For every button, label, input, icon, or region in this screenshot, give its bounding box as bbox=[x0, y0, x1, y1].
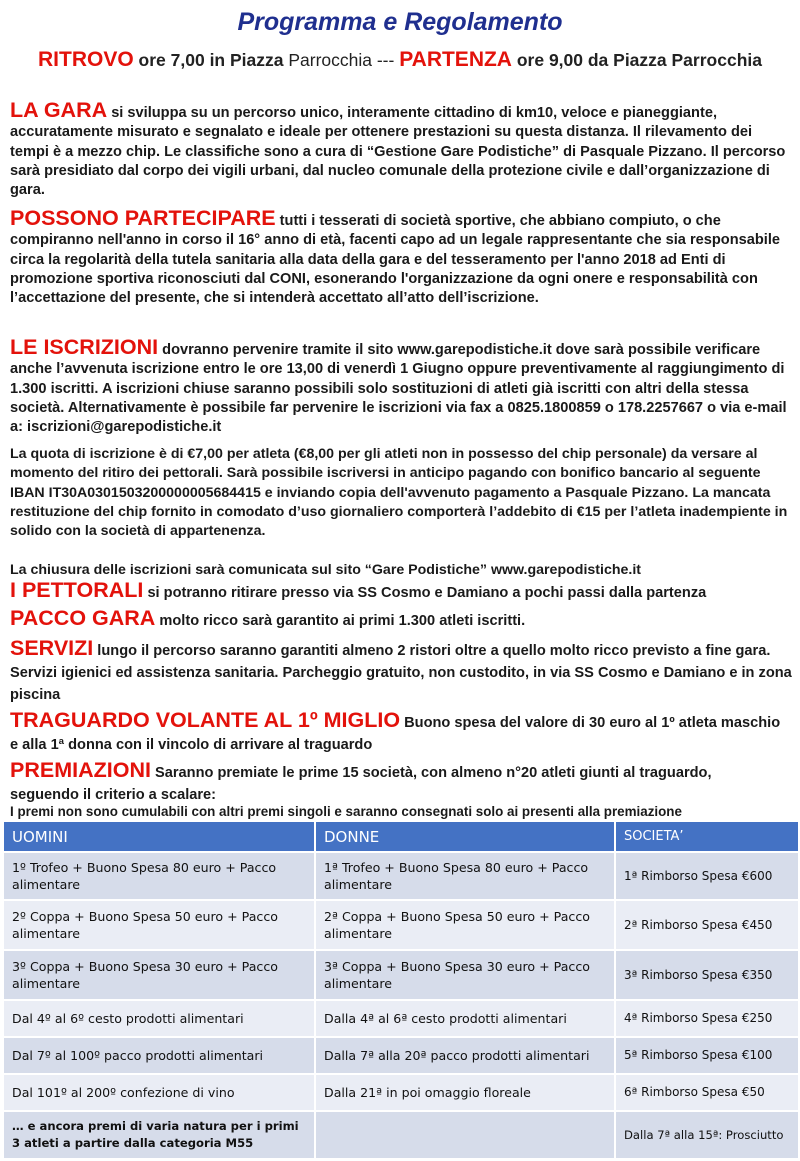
table-row bbox=[3, 1111, 799, 1159]
cell-societa: 1ª Rimborso Spesa €600 bbox=[615, 852, 799, 900]
cell-donne bbox=[315, 1111, 615, 1159]
cell-uomini: 1º Trofeo + Buono Spesa 80 euro + Pacco alimentare bbox=[3, 852, 315, 900]
partecipare-text: tutti i tesserati di società sportive, che abbiano compiuto, o che compiranno nell'anno in corso il 16° anno di età, facenti capo ad un legale rappresentante che sia responsabile circa la regolarità della tutela sanitaria alla data della gara e del tesseramento per l'anno 2018 ad Enti di promozione sportiva riconosciuti dal CONI, esonerando l'organizzazione da ogni onere e responsabilità con l’accettazione del presente, che si intenderà accettato all’atto dell’iscrizione. bbox=[10, 213, 781, 307]
section-pettorali bbox=[10, 578, 792, 603]
pettorali-text: si potranno ritirare presso via SS Cosmo e Damiano a pochi passi dalla partenza bbox=[143, 585, 707, 601]
cell-societa: Dalla 7ª alla 15ª: Prosciutto bbox=[615, 1111, 799, 1159]
section-pacco bbox=[10, 606, 792, 631]
ritrovo-piazza: Piazza bbox=[229, 50, 284, 70]
cell-uomini: 2º Coppa + Buono Spesa 50 euro + Pacco alimentare bbox=[3, 900, 315, 950]
pettorali-heading: I PETTORALI bbox=[10, 578, 144, 602]
servizi-text: lungo il percorso saranno garantiti almeno 2 ristori oltre a quello molto ricco previsto a fine gara. Servizi igienici ed assistenza sanitaria. Parcheggio gratuito, non custodito, in via SS Cosmo e Damiano e in zona piscina bbox=[10, 643, 792, 703]
cell-donne: Dalla 21ª in poi omaggio floreale bbox=[315, 1074, 615, 1111]
section-gara bbox=[10, 98, 792, 200]
gara-heading: LA GARA bbox=[10, 98, 108, 122]
cell-societa: 5ª Rimborso Spesa €100 bbox=[615, 1037, 799, 1074]
cell-societa: 3ª Rimborso Spesa €350 bbox=[615, 950, 799, 1000]
iscrizioni-heading: LE ISCRIZIONI bbox=[10, 335, 159, 359]
header-donne: DONNE bbox=[315, 821, 615, 852]
cell-societa: 2ª Rimborso Spesa €450 bbox=[615, 900, 799, 950]
premiazioni-text: Saranno premiate le prime 15 società, con almeno n°20 atleti giunti al traguardo, seguendo il criterio a scalare: bbox=[10, 765, 712, 803]
premiazioni-heading: PREMIAZIONI bbox=[10, 758, 151, 782]
cell-uomini: … e ancora premi di varia natura per i primi 3 atleti a partire dalla categoria M55 bbox=[3, 1111, 315, 1159]
section-chiusura: La chiusura delle iscrizioni sarà comunicata sul sito “Gare Podistiche” www.garepodistiche.it bbox=[10, 562, 641, 578]
traguardo-heading: TRAGUARDO VOLANTE AL 1º MIGLIO bbox=[10, 708, 401, 732]
ritrovo-label: RITROVO bbox=[38, 48, 134, 71]
header-societa: SOCIETA’ bbox=[615, 821, 799, 852]
table-row bbox=[3, 950, 799, 1000]
table-header-row bbox=[3, 821, 799, 852]
cell-donne: Dalla 4ª al 6ª cesto prodotti alimentari bbox=[315, 1000, 615, 1037]
cell-uomini: 3º Coppa + Buono Spesa 30 euro + Pacco alimentare bbox=[3, 950, 315, 1000]
prizes-table bbox=[2, 820, 800, 1160]
cell-societa: 4ª Rimborso Spesa €250 bbox=[615, 1000, 799, 1037]
partecipare-heading: POSSONO PARTECIPARE bbox=[10, 206, 276, 230]
section-premiazioni bbox=[10, 759, 750, 806]
page-title: Programma e Regolamento bbox=[237, 8, 563, 36]
section-traguardo bbox=[10, 709, 792, 756]
cell-donne: 2ª Coppa + Buono Spesa 50 euro + Pacco alimentare bbox=[315, 900, 615, 950]
section-quota: La quota di iscrizione è di €7,00 per atleta (€8,00 per gli atleti non in possesso del chip personale) da versare al momento del ritiro dei pettorali. Sarà possibile iscriversi in anticipo pagando con bonifico bancario al seguente IBAN IT30A0301503200000005684415 e inviando copia dell'avvenuto pagamento a Pasquale Pizzano. La mancata restituzione del chip fornito in comodato d’uso giornaliero comporterà l’addebito di €15 per l’atleta inadempiente in solido con la società di appartenenza. bbox=[10, 446, 788, 540]
header-uomini: UOMINI bbox=[3, 821, 315, 852]
section-iscrizioni bbox=[10, 335, 792, 437]
cell-uomini: Dal 4º al 6º cesto prodotti alimentari bbox=[3, 1000, 315, 1037]
iscrizioni-text: dovranno pervenire tramite il sito www.garepodistiche.it dove sarà possibile verificare anche l’avvenuta iscrizione entro le ore 13,00 di venerdì 1 Giugno oppure preventivamente al raggiungimento di 1.300 iscritti. A iscrizioni chiuse saranno possibili solo sostituzioni di atleti già iscritti con altri della stessa società. Alternativamente è possibile far pervenire le iscrizioni via fax a 0825.1800859 o 178.2257667 o via e-mail a: iscrizioni@garepodistiche.it bbox=[10, 342, 787, 436]
ritrovo-text: ore 7,00 in bbox=[133, 50, 230, 70]
pacco-text: molto ricco sarà garantito ai primi 1.300 atleti iscritti. bbox=[155, 613, 526, 629]
partenza-label: PARTENZA bbox=[399, 48, 512, 71]
cell-uomini: Dal 7º al 100º pacco prodotti alimentari bbox=[3, 1037, 315, 1074]
table-row bbox=[3, 1074, 799, 1111]
cell-donne: 1ª Trofeo + Buono Spesa 80 euro + Pacco alimentare bbox=[315, 852, 615, 900]
section-partecipare bbox=[10, 206, 792, 308]
meeting-line bbox=[10, 48, 790, 72]
premi-footnote: I premi non sono cumulabili con altri premi singoli e saranno consegnati solo ai presenti alla premiazione bbox=[10, 804, 682, 819]
table-row bbox=[3, 852, 799, 900]
gara-text: si sviluppa su un percorso unico, interamente cittadino di km10, veloce e pianeggiante, accuratamente misurato e segnalato e ideale per ottenere prestazioni su questa distanza. Il rilevamento dei tempi è a mezzo chip. Le classifiche sono a cura di “Gestione Gare Podistiche” di Pasquale Pizzano. Il percorso sarà presidiato dal corpo dei vigili urbani, dal nucleo comunale della protezione civile e dall’organizzazione di gara. bbox=[10, 105, 786, 199]
table-row bbox=[3, 1000, 799, 1037]
table-row bbox=[3, 900, 799, 950]
servizi-heading: SERVIZI bbox=[10, 636, 94, 660]
pacco-heading: PACCO GARA bbox=[10, 606, 156, 630]
partenza-text: ore 9,00 da Piazza Parrocchia bbox=[511, 50, 762, 70]
cell-donne: 3ª Coppa + Buono Spesa 30 euro + Pacco alimentare bbox=[315, 950, 615, 1000]
cell-societa: 6ª Rimborso Spesa €50 bbox=[615, 1074, 799, 1111]
cell-uomini: Dal 101º al 200º confezione di vino bbox=[3, 1074, 315, 1111]
cell-donne: Dalla 7ª alla 20ª pacco prodotti alimentari bbox=[315, 1037, 615, 1074]
ritrovo-parrocchia: Parrocchia --- bbox=[283, 50, 400, 70]
section-servizi bbox=[10, 637, 792, 706]
table-row bbox=[3, 1037, 799, 1074]
traguardo-text: Buono spesa del valore di 30 euro al 1º atleta maschio e alla 1ª donna con il vincolo di arrivare al traguardo bbox=[10, 715, 781, 753]
